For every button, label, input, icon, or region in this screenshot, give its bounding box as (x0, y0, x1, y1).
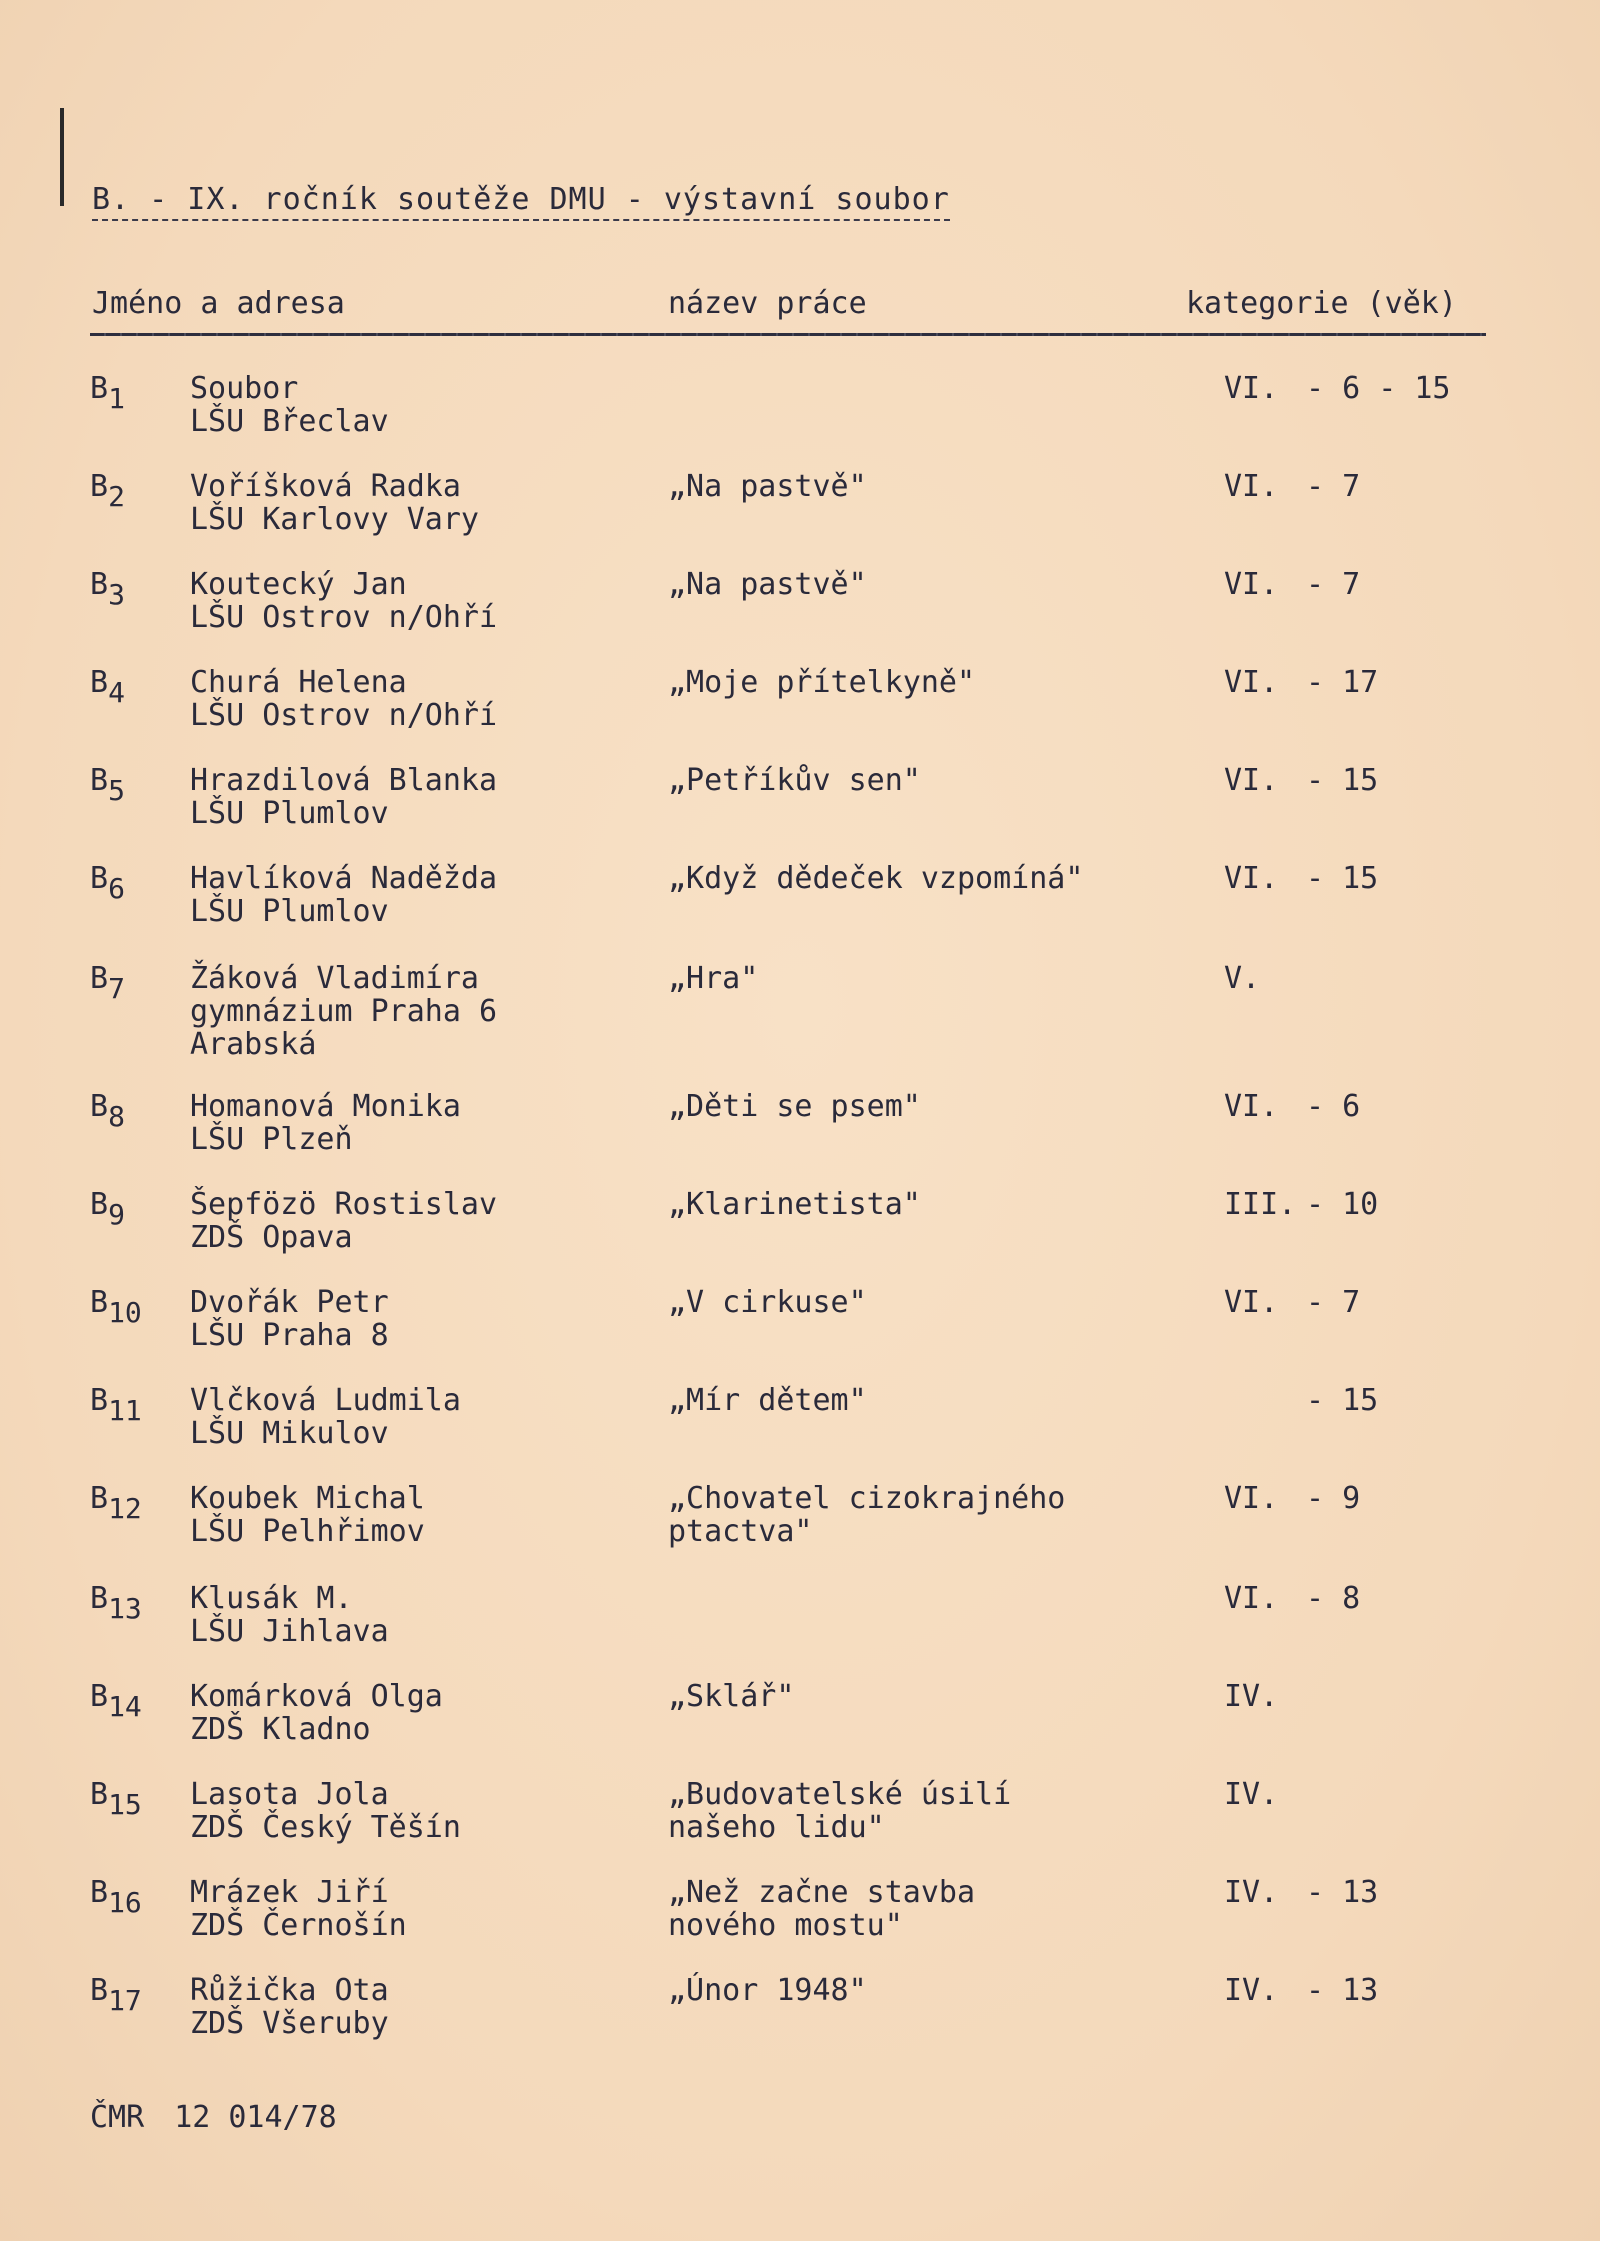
entry-category: IV. (1224, 1973, 1279, 2008)
entry-name: Dvořák Petr (190, 1285, 389, 1320)
entry-code-letter: B (90, 1777, 109, 1812)
entry-code-number: 13 (108, 1592, 142, 1625)
entry-name-address (190, 666, 497, 732)
entry-name-address (190, 1974, 389, 2040)
document-title: B. - IX. ročník soutěže DMU - výstavní soubor (92, 182, 950, 221)
entry-code (90, 1188, 125, 1231)
entry-code (90, 1384, 142, 1427)
footer-reference (90, 2100, 337, 2135)
entry-name: Šepfözö Rostislav (190, 1187, 498, 1222)
entry-code-number: 7 (108, 972, 125, 1005)
entry-code-number: 3 (108, 578, 125, 611)
header-name-address: Jméno a adresa (92, 286, 345, 321)
entry-code-number: 10 (108, 1296, 142, 1329)
entry-work-line2: našeho lidu" (668, 1810, 885, 1845)
entry-work-line1: „Moje přítelkyně" (668, 665, 976, 700)
entry-name: Vlčková Ludmila (190, 1383, 461, 1418)
entry-name-address (190, 962, 497, 1061)
entry-category: VI. (1224, 1285, 1279, 1320)
entry-name-address (190, 1680, 443, 1746)
entry-work-line1: „Když dědeček vzpomíná" (668, 861, 1084, 896)
entry-code (90, 568, 125, 611)
entry-address: ZDŠ Všeruby (190, 2006, 389, 2041)
entry-work-line1: „Klarinetista" (668, 1187, 921, 1222)
entry-name-address (190, 1876, 407, 1942)
entry-name: Voříšková Radka (190, 469, 461, 504)
entry-name-address (190, 1384, 461, 1450)
entry-name-address (190, 1286, 389, 1352)
entry-category: VI. (1224, 1581, 1279, 1616)
entry-category: VI. (1224, 469, 1279, 504)
entry-work-line1: „Na pastvě" (668, 567, 867, 602)
entry-work-line1: „Na pastvě" (668, 469, 867, 504)
entry-work-title (668, 764, 921, 797)
entry-work-title (668, 1286, 867, 1319)
entry-work-title (668, 1680, 794, 1713)
entry-work-line1: „V cirkuse" (668, 1285, 867, 1320)
entry-address: LŠU Plzeň (190, 1122, 353, 1157)
entry-code-number: 16 (108, 1886, 142, 1919)
entry-age: - 7 (1306, 567, 1361, 602)
entry-age: - 6 - 15 (1306, 371, 1451, 406)
entry-age: - 13 (1306, 1875, 1379, 1910)
entry-code-letter: B (90, 1481, 109, 1516)
entry-category: III. (1224, 1187, 1297, 1222)
entry-address: LŠU Plumlov (190, 796, 389, 831)
entry-name-address (190, 1778, 461, 1844)
entry-category: V. (1224, 961, 1261, 996)
entry-code (90, 1286, 142, 1329)
entry-work-line1: „Budovatelské úsilí (668, 1777, 1012, 1812)
entry-code (90, 764, 125, 807)
entry-address: gymnázium Praha 6 (190, 994, 498, 1029)
entry-code-letter: B (90, 1187, 109, 1222)
entry-work-line2: ptactva" (668, 1514, 813, 1549)
entry-code (90, 1876, 142, 1919)
entry-name: Koutecký Jan (190, 567, 407, 602)
entry-code-letter: B (90, 1089, 109, 1124)
entry-category: IV. (1224, 1875, 1279, 1910)
entry-age: - 15 (1306, 861, 1379, 896)
entry-work-line1: „Únor 1948" (668, 1973, 867, 2008)
entry-name-address (190, 862, 497, 928)
entry-address: LŠU Ostrov n/Ohří (190, 698, 498, 733)
entry-work-title (668, 1778, 1011, 1844)
entry-code-number: 17 (108, 1984, 142, 2017)
entry-name-address (190, 470, 479, 536)
entry-work-line1: „Než začne stavba (668, 1875, 976, 1910)
entry-code-number: 5 (108, 774, 125, 807)
entry-category: VI. (1224, 1089, 1279, 1124)
entry-category: IV. (1224, 1777, 1279, 1812)
entry-work-title (668, 1090, 921, 1123)
entry-address: ZDŠ Kladno (190, 1712, 371, 1747)
entry-address: LŠU Pelhřimov (190, 1514, 425, 1549)
entry-work-line1: „Děti se psem" (668, 1089, 921, 1124)
entry-code-letter: B (90, 371, 109, 406)
entry-work-line1: „Mír dětem" (668, 1383, 867, 1418)
entry-code (90, 1482, 142, 1525)
entry-age: - 9 (1306, 1481, 1361, 1516)
entry-work-line1: „Hra" (668, 961, 759, 996)
entry-code (90, 666, 125, 709)
entry-name-address (190, 1090, 461, 1156)
entry-work-title (668, 1384, 867, 1417)
entry-code-number: 6 (108, 872, 125, 905)
entry-code-number: 4 (108, 676, 125, 709)
entry-name: Žáková Vladimíra (190, 961, 479, 996)
entry-code-letter: B (90, 567, 109, 602)
entry-code-number: 14 (108, 1690, 142, 1723)
entry-name: Klusák M. (190, 1581, 353, 1616)
entry-code-number: 8 (108, 1100, 125, 1133)
entry-age: - 6 (1306, 1089, 1361, 1124)
entry-address: ZDŠ Opava (190, 1220, 353, 1255)
entry-work-title (668, 862, 1083, 895)
entry-work-line2: nového mostu" (668, 1908, 903, 1943)
entry-category: IV. (1224, 1679, 1279, 1714)
entry-name: Mrázek Jiří (190, 1875, 389, 1910)
entry-name: Hrazdilová Blanka (190, 763, 498, 798)
entry-address: ZDŠ Černošín (190, 1908, 407, 1943)
entry-code (90, 1778, 142, 1821)
entry-address-extra: Arabská (190, 1027, 317, 1062)
entry-code-letter: B (90, 1285, 109, 1320)
entry-address: LŠU Karlovy Vary (190, 502, 479, 537)
entry-category: VI. (1224, 861, 1279, 896)
entry-code (90, 1090, 125, 1133)
entry-name: Koubek Michal (190, 1481, 425, 1516)
entry-code-number: 12 (108, 1492, 142, 1525)
entry-work-line1: „Chovatel cizokrajného (668, 1481, 1066, 1516)
entry-age: - 7 (1306, 1285, 1361, 1320)
entry-name-address (190, 1188, 497, 1254)
entry-work-title (668, 1876, 975, 1942)
entry-code (90, 372, 125, 415)
entry-name: Růžička Ota (190, 1973, 389, 2008)
entry-work-title (668, 962, 758, 995)
entry-work-title (668, 568, 867, 601)
entry-name: Homanová Monika (190, 1089, 461, 1124)
entry-category: VI. (1224, 665, 1279, 700)
entry-name-address (190, 764, 497, 830)
entry-code (90, 862, 125, 905)
entry-name-address (190, 372, 389, 438)
entry-category: VI. (1224, 1481, 1279, 1516)
entry-code-letter: B (90, 961, 109, 996)
entry-code-number: 2 (108, 480, 125, 513)
entry-work-title (668, 1188, 921, 1221)
footer-number: 12 014/78 (174, 2100, 337, 2135)
entry-code-letter: B (90, 1581, 109, 1616)
entry-code (90, 1974, 142, 2017)
entry-work-title (668, 666, 975, 699)
entry-age: - 8 (1306, 1581, 1361, 1616)
entry-code (90, 962, 125, 1005)
footer-prefix: ČMR (90, 2100, 145, 2135)
entry-code-number: 9 (108, 1198, 125, 1231)
entry-code-letter: B (90, 763, 109, 798)
entry-code-number: 1 (108, 382, 125, 415)
entry-age: - 7 (1306, 469, 1361, 504)
entry-address: LŠU Plumlov (190, 894, 389, 929)
entry-code-letter: B (90, 1875, 109, 1910)
entry-work-title (668, 470, 867, 503)
entry-code-number: 15 (108, 1788, 142, 1821)
entry-name-address (190, 1582, 389, 1648)
entry-name: Havlíková Naděžda (190, 861, 498, 896)
entry-age: - 15 (1306, 1383, 1379, 1418)
entry-age: - 10 (1306, 1187, 1379, 1222)
entry-age: - 15 (1306, 763, 1379, 798)
entry-code (90, 470, 125, 513)
entry-name: Lasota Jola (190, 1777, 389, 1812)
entry-code-letter: B (90, 469, 109, 504)
header-work-title: název práce (668, 286, 867, 321)
entry-code (90, 1680, 142, 1723)
entry-work-line1: „Sklář" (668, 1679, 795, 1714)
entry-category: VI. (1224, 763, 1279, 798)
entry-code-letter: B (90, 1383, 109, 1418)
entry-address: LŠU Jihlava (190, 1614, 389, 1649)
entry-address: LŠU Ostrov n/Ohří (190, 600, 498, 635)
entry-work-line1: „Petříkův sen" (668, 763, 921, 798)
entry-name-address (190, 568, 497, 634)
entry-category: VI. (1224, 567, 1279, 602)
entry-address: LŠU Mikulov (190, 1416, 389, 1451)
entry-work-title (668, 1974, 867, 2007)
entry-address: ZDŠ Český Těšín (190, 1810, 461, 1845)
header-rule (90, 333, 1486, 336)
entry-age: - 13 (1306, 1973, 1379, 2008)
entry-work-title (668, 1482, 1065, 1548)
entry-code-number: 11 (108, 1394, 142, 1427)
entry-name-address (190, 1482, 425, 1548)
entry-code (90, 1582, 142, 1625)
entry-category: VI. (1224, 371, 1279, 406)
entry-name: Churá Helena (190, 665, 407, 700)
entry-code-letter: B (90, 1973, 109, 2008)
entry-age: - 17 (1306, 665, 1379, 700)
entry-name: Soubor (190, 371, 299, 406)
entry-code-letter: B (90, 861, 109, 896)
entry-address: LŠU Břeclav (190, 404, 389, 439)
header-category-age: kategorie (věk) (1186, 286, 1457, 321)
entry-code-letter: B (90, 665, 109, 700)
entry-name: Komárková Olga (190, 1679, 443, 1714)
entry-code-letter: B (90, 1679, 109, 1714)
entry-address: LŠU Praha 8 (190, 1318, 389, 1353)
margin-mark (60, 108, 64, 206)
